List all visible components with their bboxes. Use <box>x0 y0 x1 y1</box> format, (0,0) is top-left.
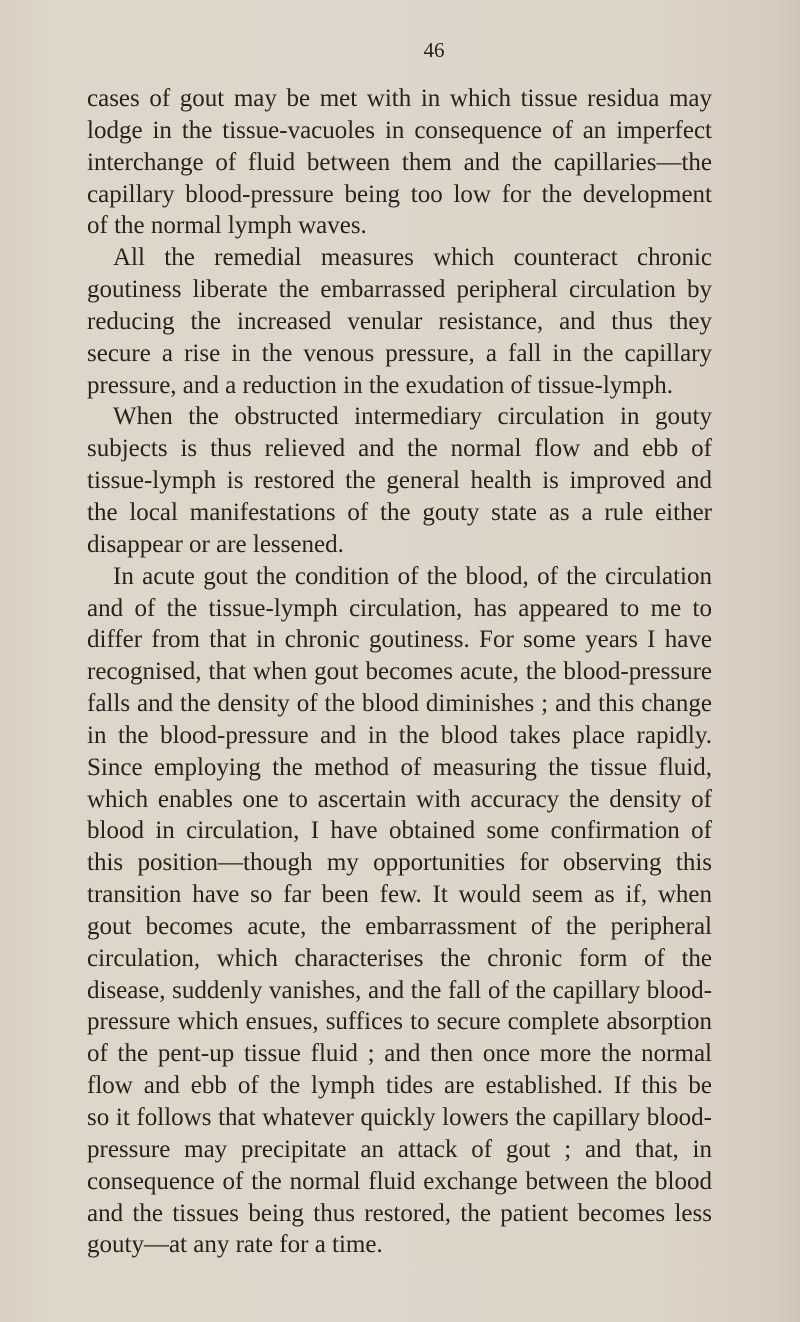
body-text <box>87 83 712 1261</box>
text-line: interchange of fluid between them and the capillaries—the <box>87 148 712 176</box>
text-line: disappear or are lessened. <box>87 530 344 558</box>
text-line: gouty—at any rate for a time. <box>87 1231 383 1259</box>
text-line: disease, suddenly vanishes, and the fall of the capillary blood- <box>87 976 712 1004</box>
text-line: goutiness liberate the embarrassed peripheral circulation by <box>87 276 712 304</box>
text-line: capillary blood-pressure being too low for the development <box>87 180 712 208</box>
text-line: the local manifestations of the gouty state as a rule either <box>87 498 712 526</box>
text-line: cases of gout may be met with in which tissue residua may <box>87 85 712 112</box>
text-line: subjects is thus relieved and the normal flow and ebb of <box>87 435 712 463</box>
text-line: pressure which ensues, suffices to secure complete absorption <box>87 1008 712 1036</box>
text-line: of the pent-up tissue fluid ; and then once more the normal <box>87 1040 712 1068</box>
text-line: In acute gout the condition of the blood, of the circulation <box>113 562 712 590</box>
text-line: consequence of the normal fluid exchange between the blood <box>87 1167 712 1195</box>
text-line: pressure may precipitate an attack of gout ; and that, in <box>87 1135 712 1163</box>
page-number: 46 <box>423 38 445 62</box>
text-line: reducing the increased venular resistance, and thus they <box>87 307 712 335</box>
text-line: flow and ebb of the lymph tides are established. If this be <box>87 1072 712 1100</box>
text-line: All the remedial measures which counteract chronic <box>113 244 712 272</box>
text-line: this position—though my opportunities for observing this <box>87 849 712 877</box>
text-line: pressure, and a reduction in the exudation of tissue-lymph. <box>87 371 673 399</box>
text-line: lodge in the tissue-vacuoles in consequence of an imperfect <box>87 116 712 144</box>
text-line: transition have so far been few. It would seem as if, when <box>87 881 712 909</box>
text-line: Since employing the method of measuring the tissue fluid, <box>87 753 712 781</box>
text-line: When the obstructed intermediary circulation in gouty <box>113 403 712 431</box>
text-line: secure a rise in the venous pressure, a fall in the capillary <box>87 339 712 367</box>
text-line: circulation, which characterises the chronic form of the <box>87 944 712 972</box>
text-line: and of the tissue-lymph circulation, has appeared to me to <box>87 594 712 622</box>
text-line: gout becomes acute, the embarrassment of the peripheral <box>87 912 712 940</box>
text-line: falls and the density of the blood diminishes ; and this change <box>87 690 712 718</box>
text-line: recognised, that when gout becomes acute, the blood-pressure <box>87 658 712 686</box>
text-line: of the normal lymph waves. <box>87 212 367 240</box>
text-line: so it follows that whatever quickly lowers the capillary blood- <box>87 1104 712 1131</box>
text-line: and the tissues being thus restored, the patient becomes less <box>87 1199 712 1227</box>
text-line: differ from that in chronic goutiness. For some years I have <box>87 626 712 654</box>
text-line: which enables one to ascertain with accuracy the density of <box>87 785 712 813</box>
text-line: blood in circulation, I have obtained some confirmation of <box>87 817 712 845</box>
text-line: tissue-lymph is restored the general health is improved and <box>87 467 712 495</box>
text-line: in the blood-pressure and in the blood takes place rapidly. <box>87 721 712 749</box>
